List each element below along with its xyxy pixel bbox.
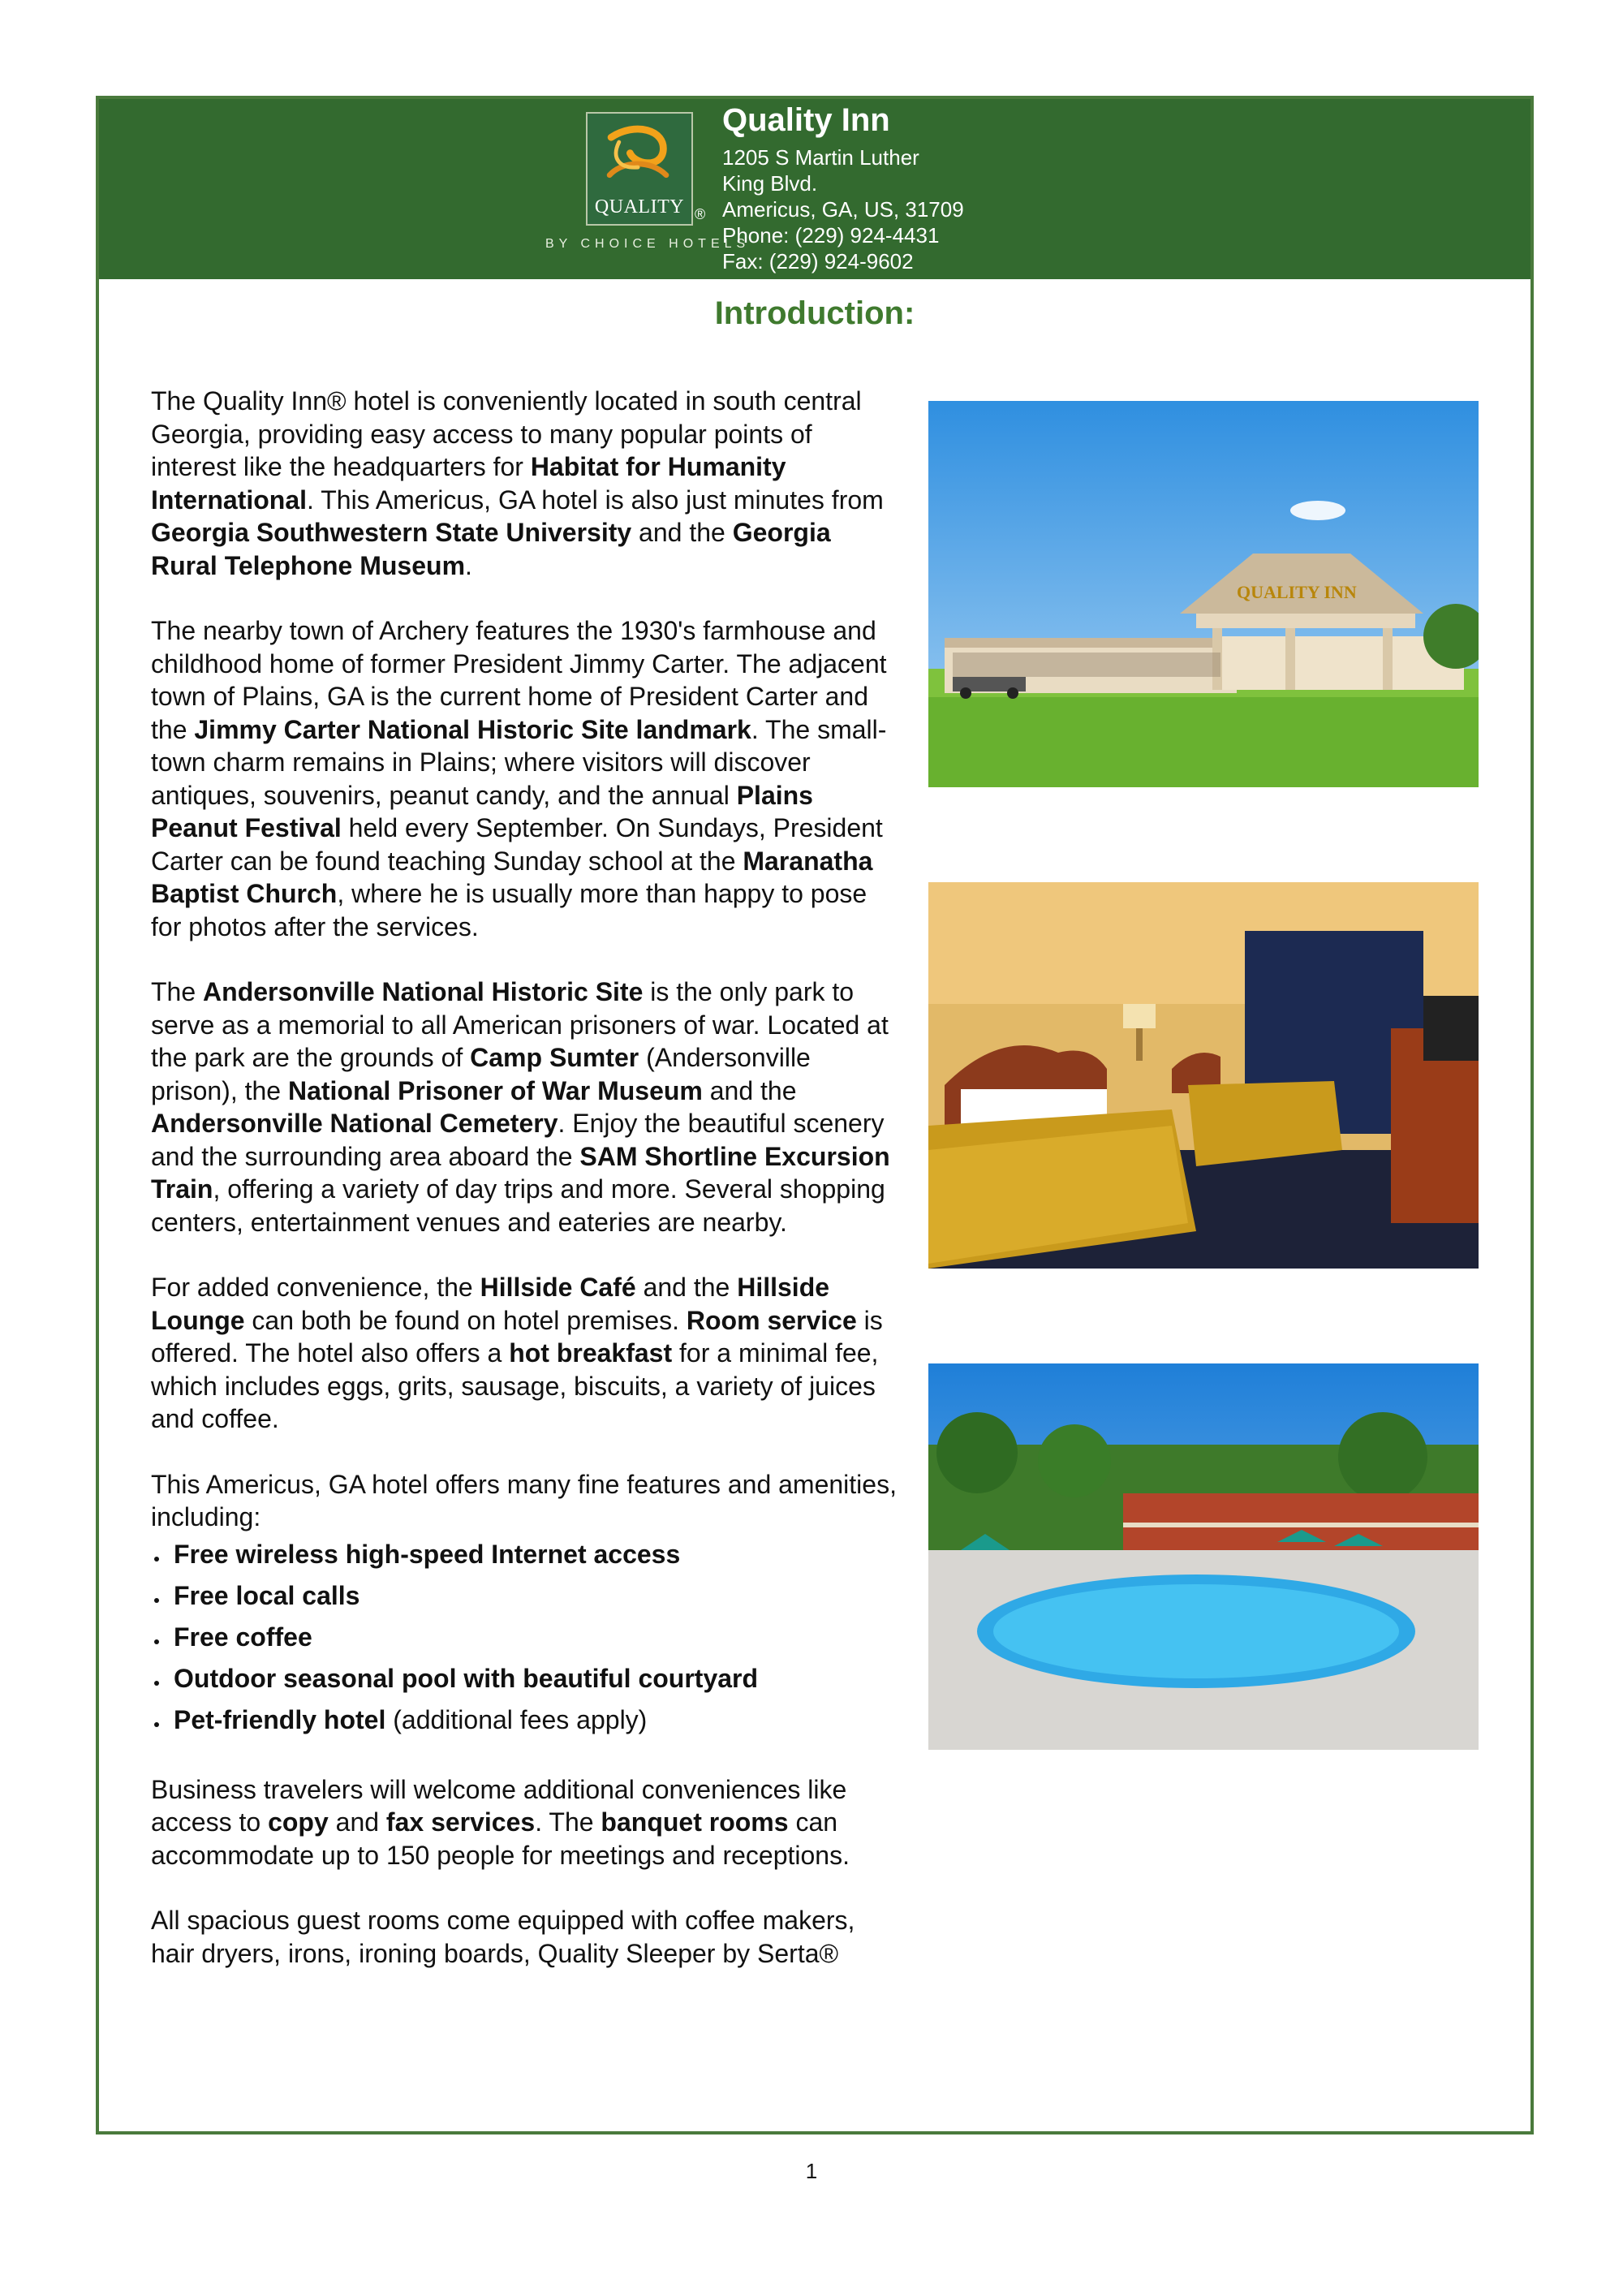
page-number: 1 [805,2159,818,2183]
highlight-carter-site: Jimmy Carter National Historic Site landmark [194,714,751,744]
text-run: Business travelers will welcome additional conveniences like access to [151,1774,847,1837]
paragraph-dining [151,1271,898,1436]
list-item [151,1617,898,1658]
paragraph-andersonville [151,976,898,1238]
highlight-room-service: Room service [686,1305,857,1335]
text-run: . Enjoy the beautiful scenery and the surrounding area aboard the [151,1109,885,1171]
address-line-1: 1205 S Martin Luther [722,145,919,170]
text-run: and the [631,518,733,547]
paragraph-amenities-intro [151,1468,898,1534]
highlight-hillside-lounge: Hillside Lounge [151,1273,830,1335]
highlight-gsw-university: Georgia Southwestern State University [151,518,632,547]
text-run: can both be found on hotel premises. [244,1305,687,1335]
text-run: held every September. On Sundays, President Carter can be found teaching Sunday school at the [151,813,883,876]
logo-tagline: BY CHOICE HOTELS [545,237,751,251]
address-line-3: Americus, GA, US, 31709 [722,197,964,222]
amenity-note: (additional fees apply) [385,1704,648,1734]
hotel-contact [722,144,964,274]
fax-number: Fax: (229) 924-9602 [722,249,914,274]
text-run: and [328,1807,386,1837]
highlight-copy: copy [268,1807,329,1837]
section-title: Introduction: [714,295,915,331]
text-run: . The [535,1807,601,1837]
highlight-andersonville-site: Andersonville National Historic Site [203,977,644,1006]
text-run: . [465,550,472,580]
paragraph-rooms [151,1904,898,1970]
highlight-pow-museum: National Prisoner of War Museum [287,1075,703,1105]
amenity-pet-friendly: Pet-friendly hotel [174,1704,386,1734]
text-run: and the [702,1075,797,1105]
quality-logo [586,112,693,226]
address-line-2: King Blvd. [722,171,818,196]
text-run: For added convenience, the [151,1273,480,1302]
highlight-telephone-museum: Georgia Rural Telephone Museum [151,518,831,580]
text-run: (Andersonville prison), the [151,1043,811,1105]
amenities-list [151,1534,898,1741]
text-run: for a minimal fee, which includes eggs, grits, sausage, biscuits, a variety of juices and coffee. [151,1338,879,1433]
list-item [151,1575,898,1617]
guest-room-photo [928,882,1479,1269]
list-item [151,1534,898,1575]
text-run: and the [635,1273,738,1302]
text-run: The [151,977,204,1006]
text-run: is the only park to serve as a memorial to all American prisoners of war. Located at the park are the grounds of [151,977,889,1072]
text-run: The nearby town of Archery features the 1930's farmhouse and childhood home of former President Jimmy Carter. The adjacent town of Plains, GA is the current home of President Carter and the [151,616,887,744]
highlight-habitat: Habitat for Humanity International [151,452,786,515]
logo-registered-mark: ® [695,206,706,222]
text-run: , where he is usually more than happy to pose for photos after the services. [151,879,867,941]
highlight-camp-sumter: Camp Sumter [470,1043,639,1072]
highlight-excursion-train: SAM Shortline Excursion Train [151,1141,890,1204]
text-run: . The small-town charm remains in Plains; where visitors will discover antiques, souvenirs, peanut candy, and the annual [151,714,887,810]
highlight-hot-breakfast: hot breakfast [509,1338,673,1368]
logo-wordmark: QUALITY [594,196,685,218]
hotel-exterior-photo [928,401,1479,787]
highlight-hillside-cafe: Hillside Café [480,1273,636,1302]
paragraph-plains [151,614,898,943]
highlight-maranatha-church: Maranatha Baptist Church [151,846,873,908]
header-banner [99,99,1530,279]
text-run: . This Americus, GA hotel is also just minutes from [307,485,884,515]
paragraph-location [151,385,898,582]
amenity-coffee: Free coffee [174,1622,312,1652]
list-item [151,1699,898,1741]
highlight-fax-services: fax services [385,1807,536,1837]
text-run: The Quality Inn® hotel is conveniently located in south central Georgia, providing easy access to many popular points of interest like the headquarters for [151,386,862,481]
pool-courtyard-photo [928,1363,1479,1750]
text-run: is offered. The hotel also offers a [151,1305,883,1368]
text-run: This Americus, GA hotel offers many fine features and amenities, including: [151,1469,897,1531]
exterior-sign: QUALITY INN [1237,582,1357,602]
body-text [151,385,898,2002]
text-run: can accommodate up to 150 people for meetings and receptions. [151,1807,850,1870]
amenity-pool: Outdoor seasonal pool with beautiful courtyard [174,1663,759,1693]
amenity-wifi: Free wireless high-speed Internet access [174,1539,681,1569]
phone-number: Phone: (229) 924-4431 [722,223,940,248]
highlight-peanut-festival: Plains Peanut Festival [151,780,813,842]
page-frame [96,96,1534,2134]
hotel-name: Quality Inn [722,102,890,138]
amenity-local-calls: Free local calls [174,1580,360,1610]
list-item [151,1658,898,1699]
highlight-banquet-rooms: banquet rooms [601,1807,789,1837]
paragraph-business [151,1773,898,1872]
highlight-cemetery: Andersonville National Cemetery [151,1109,558,1138]
text-run: All spacious guest rooms come equipped with coffee makers, hair dryers, irons, ironing boards, Quality Sleeper by Serta® [151,1906,855,1968]
text-run: , offering a variety of day trips and more. Several shopping centers, entertainment venues and eateries are nearby. [151,1174,885,1237]
